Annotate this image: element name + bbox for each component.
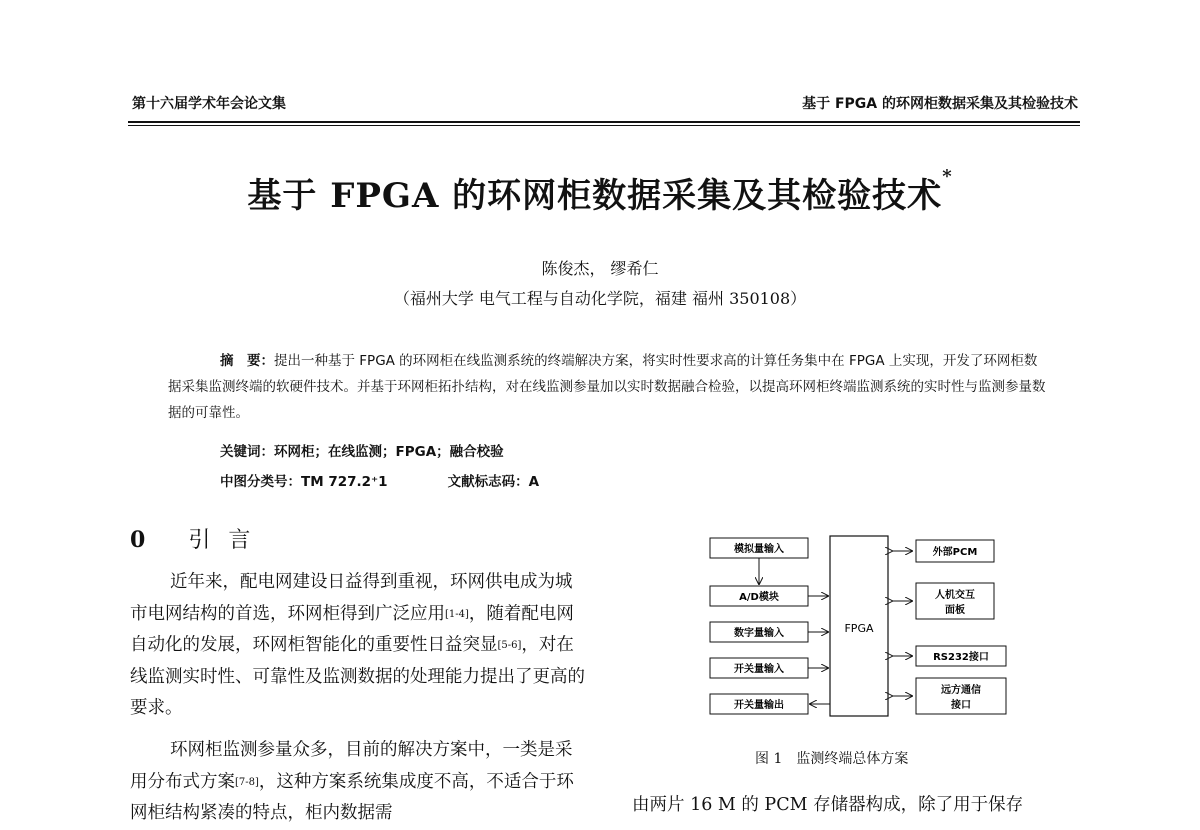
fpga-label: FPGA — [844, 622, 874, 635]
clc-number: 中图分类号：TM 727.2⁺1 — [220, 474, 388, 490]
svg-text:数字量输入: 数字量输入 — [734, 628, 784, 639]
body-paragraph-1: 近年来，配电网建设日益得到重视，环网供电成为城市电网结构的首选，环网柜得到广泛应用[1-4]，随着配电网自动化的发展，环网柜智能化的重要性日益突显[5-6]，对在线监测实时性、可靠性及监测数据的处理能力提出了更高的要求。 — [130, 572, 585, 718]
right-column-text: 由两片 16 M 的 PCM 存储器构成，除了用于保存 — [632, 795, 1024, 815]
header-rule-thin — [128, 125, 1080, 126]
section-title: 引言 — [188, 528, 269, 553]
svg-text:人机交互: 人机交互 — [935, 590, 975, 601]
svg-text:开关量输入: 开关量输入 — [734, 664, 784, 675]
svg-text:模拟量输入: 模拟量输入 — [734, 544, 784, 555]
title-footnote-mark: * — [942, 166, 953, 187]
citation: [7-8] — [235, 776, 259, 788]
svg-text:面板: 面板 — [945, 605, 965, 616]
abstract-text: 提出一种基于 FPGA 的环网柜在线监测系统的终端解决方案，将实时性要求高的计算任务集中在 FPGA 上实现，开发了环网柜数据采集监测终端的软硬件技术。并基于环网柜拓扑结构，对在线监测参量加以实时数据融合检验，以提高环网柜终端监测系统的实时性与监测参量数据的可靠性。 — [168, 353, 1046, 421]
svg-text:接口: 接口 — [951, 700, 971, 711]
citation: [1-4] — [445, 608, 469, 620]
svg-text:外部PCM: 外部PCM — [932, 547, 978, 558]
header-rule — [128, 121, 1080, 123]
figure-1-block-diagram — [700, 528, 1020, 728]
section-number: 0 — [130, 527, 164, 553]
figure-caption: 图 1 监测终端总体方案 — [755, 751, 909, 767]
authors: 陈俊杰， 缪希仁 — [541, 259, 659, 278]
affiliation: （福州大学 电气工程与自动化学院，福建 福州 350108） — [393, 289, 807, 308]
classification-line — [220, 470, 539, 490]
document-code: 文献标志码：A — [447, 474, 540, 490]
body-paragraph-2: 环网柜监测参量众多，目前的解决方案中，一类是采用分布式方案[7-8]，这种方案系统集成度不高，不适合于环网柜结构紧凑的特点，柜内数据需 — [130, 740, 574, 823]
svg-text:开关量输出: 开关量输出 — [734, 700, 784, 711]
svg-text:远方通信: 远方通信 — [941, 685, 981, 696]
running-header-right: 基于 FPGA 的环网柜数据采集及其检验技术 — [802, 96, 1078, 112]
abstract — [168, 348, 1048, 426]
section-heading — [130, 523, 268, 554]
citation: [5-6] — [497, 640, 522, 651]
svg-text:A/D模块: A/D模块 — [739, 592, 779, 603]
paper-title: 基于 FPGA 的环网柜数据采集及其检验技术* — [247, 166, 953, 216]
svg-text:RS232接口: RS232接口 — [933, 652, 989, 663]
keywords: 关键词：环网柜；在线监测；FPGA；融合校验 — [220, 444, 504, 460]
abstract-label: 摘 要： — [220, 353, 274, 369]
running-header-left: 第十六届学术年会论文集 — [132, 96, 286, 112]
